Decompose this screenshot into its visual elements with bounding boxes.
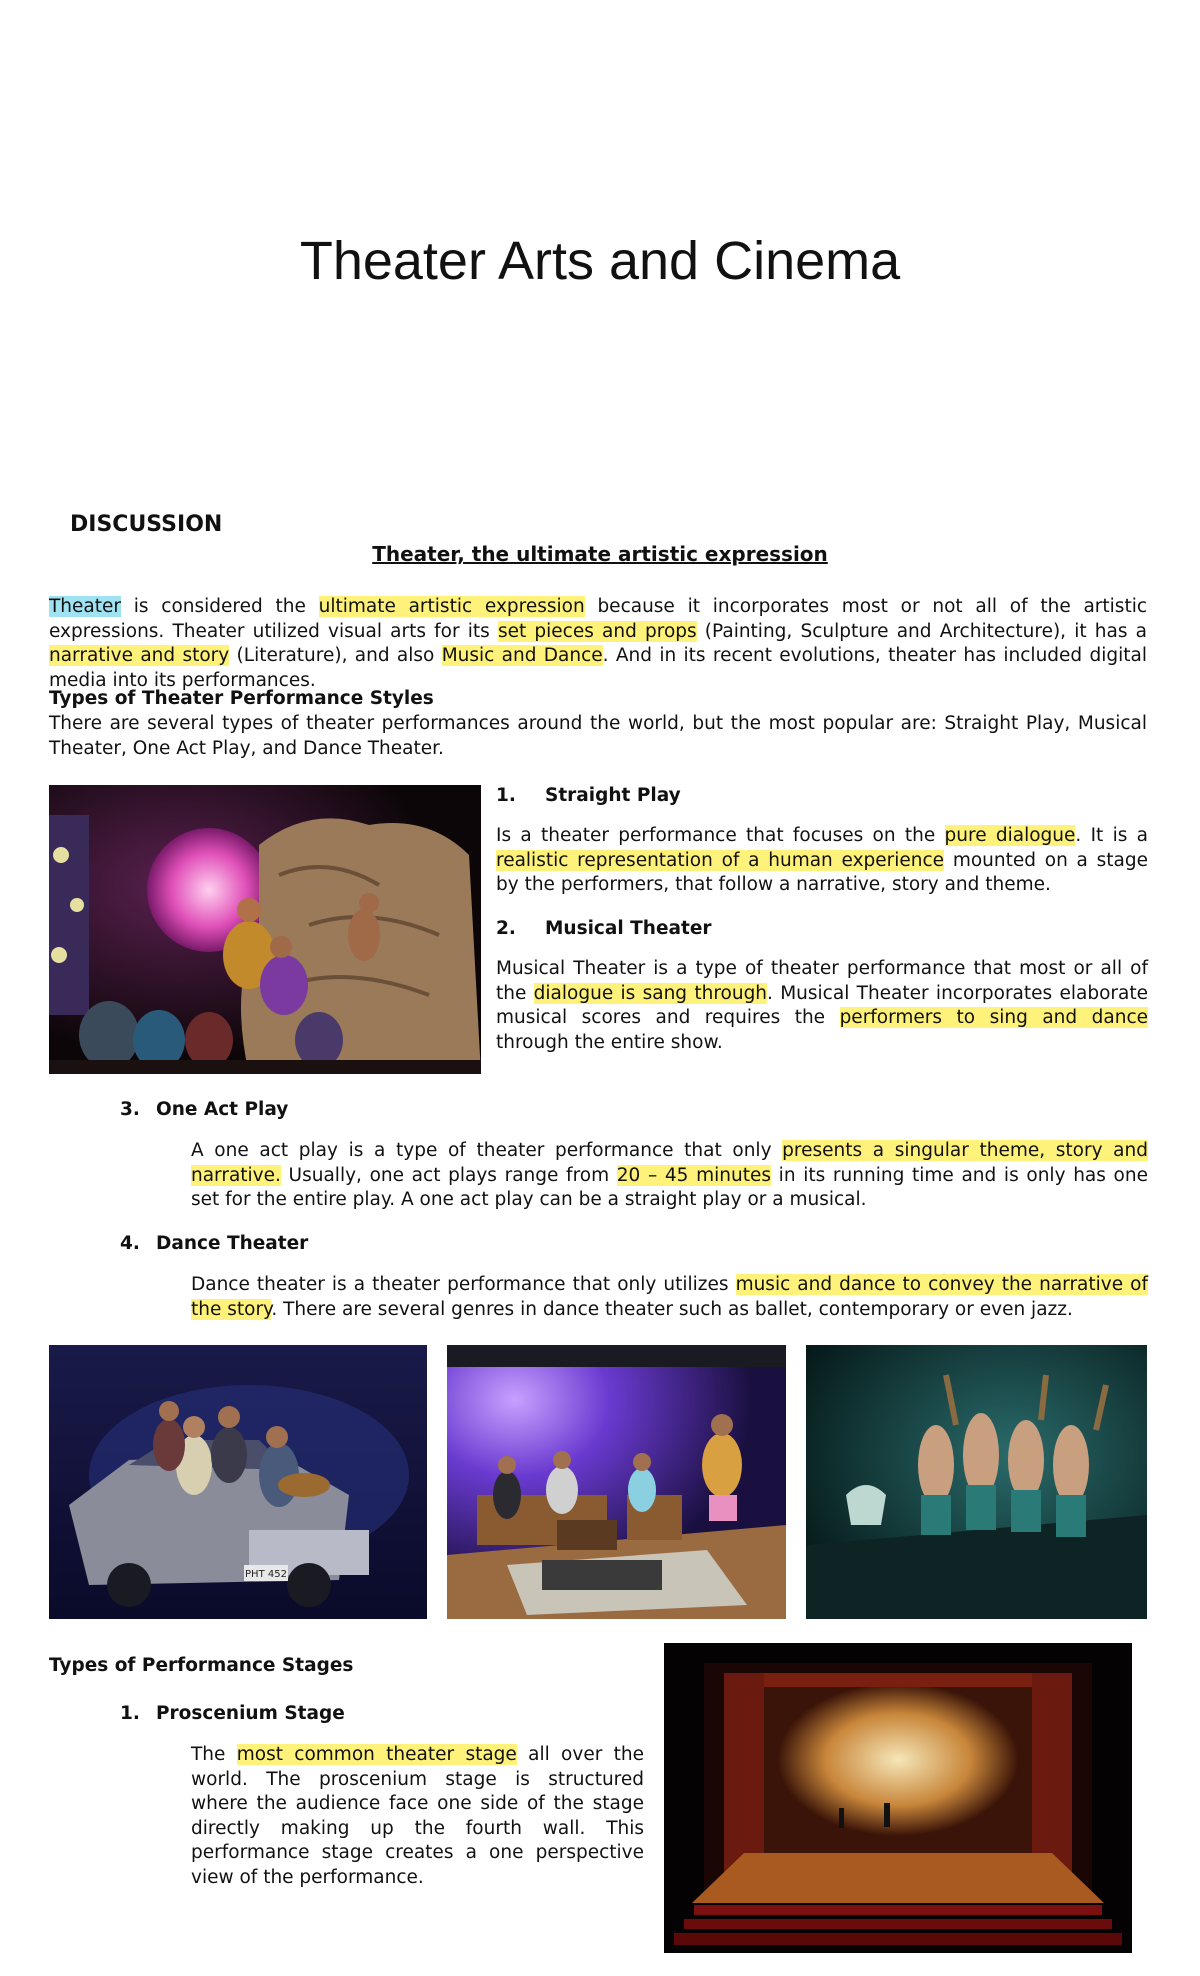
highlight-singular-theme: presents a singular theme, story and narrative. — [191, 1140, 1148, 1186]
intro-text: because it incorporates most or not all of the artistic expressions. Theater utilized visual arts for its — [49, 596, 1148, 642]
intro-text: is considered the — [121, 596, 319, 617]
highlight-set-pieces: set pieces and props — [497, 620, 697, 642]
para-text: The — [191, 1744, 237, 1765]
para-text: Musical Theater is a type of theater performance that most or all of the — [496, 958, 1148, 1004]
types-paragraph: There are several types of theater performances around the world, but the most popular are: Straight Play, Musical Theater, One Act Play, and Dance Theater. — [49, 713, 1147, 759]
para-text: . Musical Theater incorporates elaborate musical scores and requires the — [496, 982, 1148, 1028]
photo-straight-play-scene — [49, 785, 481, 1074]
para-text: mounted on a stage by the performers, that follow a narrative, story and theme. — [496, 849, 1148, 895]
list-number: 4. — [120, 1233, 140, 1254]
highlight-running-time: 20 – 45 minutes — [616, 1164, 772, 1186]
musical-theater-paragraph — [496, 957, 1148, 1055]
highlight-ultimate-expression: ultimate artistic expression — [318, 596, 585, 617]
intro-text: (Painting, Sculpture and Architecture), it has a — [696, 620, 1147, 642]
highlight-music-dance: Music and Dance — [441, 645, 603, 666]
heading-text: Proscenium Stage — [156, 1703, 345, 1724]
intro-text: . And in its recent evolutions, theater has included digital media into its performances. — [49, 645, 1147, 691]
heading-text: Musical Theater — [545, 918, 712, 939]
proscenium-heading — [120, 1703, 345, 1724]
list-number: 2. — [496, 918, 516, 939]
musical-theater-heading — [496, 918, 712, 939]
highlight-narrative: narrative and story — [49, 645, 230, 666]
highlight-dialogue-sang: dialogue is sang through — [533, 982, 768, 1004]
intro-paragraph — [49, 595, 1147, 693]
para-text: Usually, one act plays range from — [280, 1164, 617, 1186]
dance-theater-paragraph — [191, 1273, 1148, 1322]
proscenium-paragraph — [191, 1743, 644, 1890]
types-heading: Types of Theater Performance Styles — [49, 688, 434, 709]
photo-living-room-play — [447, 1345, 786, 1619]
highlight-music-dance-narrative: music and dance to convey the narrative of the story — [191, 1274, 1148, 1320]
photo-proscenium-stage — [664, 1643, 1132, 1953]
para-text: A one act play is a type of theater performance that only — [191, 1140, 783, 1161]
list-number: 1. — [120, 1703, 140, 1724]
section-subtitle: Theater, the ultimate artistic expression — [372, 542, 828, 566]
para-text: . There are several genres in dance theater such as ballet, contemporary or even jazz. — [271, 1298, 1073, 1320]
highlight-theater: Theater — [49, 596, 121, 617]
para-text: in its running time and is only has one set for the entire play. A one act play can be a straight play or a musical. — [191, 1164, 1148, 1210]
para-text: all over the world. The proscenium stage is structured where the audience face one side of the stage directly making up the fourth wall. This performance stage creates a one perspective view of the performance. — [191, 1744, 644, 1888]
highlight-realistic-representation: realistic representation of a human experience — [496, 849, 945, 871]
heading-text: Straight Play — [545, 785, 681, 806]
list-number: 3. — [120, 1099, 140, 1120]
photo-car-musical — [49, 1345, 427, 1619]
one-act-play-heading — [120, 1099, 288, 1120]
straight-play-heading — [496, 785, 681, 806]
intro-text: (Literature), and also — [229, 645, 442, 666]
one-act-play-paragraph — [191, 1139, 1148, 1213]
section-label-discussion: DISCUSSION — [70, 512, 223, 537]
para-text: . It is a — [1075, 825, 1148, 846]
para-text: Dance theater is a theater performance that only utilizes — [191, 1274, 736, 1295]
para-text: Is a theater performance that focuses on the — [496, 825, 945, 846]
para-text: through the entire show. — [496, 1031, 723, 1053]
list-number: 1. — [496, 785, 516, 806]
stages-heading: Types of Performance Stages — [49, 1655, 354, 1676]
heading-text: One Act Play — [156, 1099, 289, 1120]
straight-play-paragraph — [496, 824, 1148, 898]
dance-theater-heading — [120, 1233, 308, 1254]
highlight-most-common-stage: most common theater stage — [236, 1744, 517, 1765]
photo-dance-theater — [806, 1345, 1147, 1619]
highlight-sing-dance: performers to sing and dance — [839, 1007, 1149, 1028]
highlight-pure-dialogue: pure dialogue — [944, 825, 1076, 846]
heading-text: Dance Theater — [156, 1233, 309, 1254]
car-plate-text: PHT 452 — [245, 1569, 287, 1580]
page-title: Theater Arts and Cinema — [299, 231, 901, 291]
